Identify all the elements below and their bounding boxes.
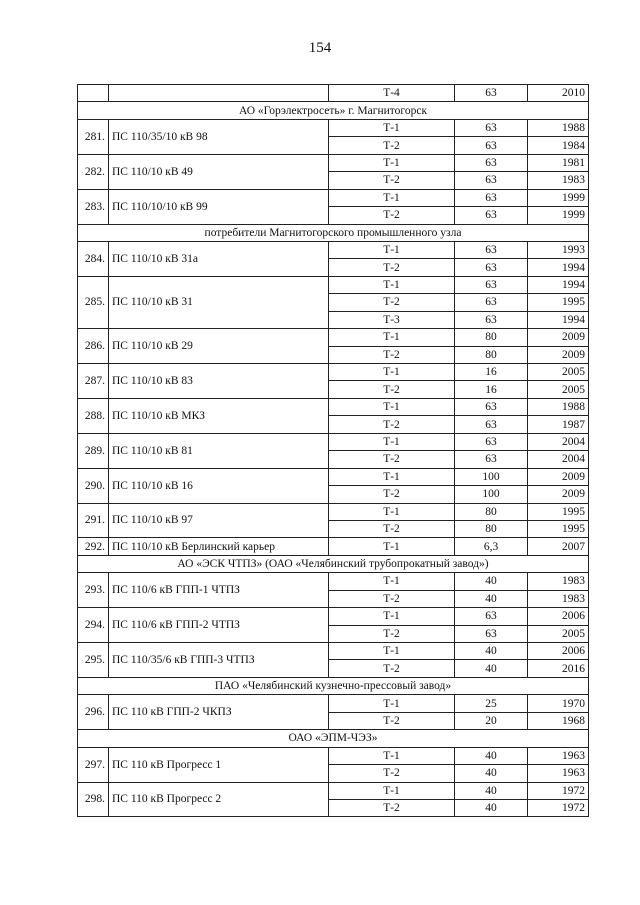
power-value: 40 (455, 747, 528, 764)
table-row (78, 573, 589, 590)
year-value: 2004 (528, 433, 589, 450)
year-value: 2005 (528, 381, 589, 398)
table-row (78, 433, 589, 450)
row-number: 282. (78, 154, 109, 189)
transformer-label: Т-3 (329, 311, 455, 328)
year-value: 1999 (528, 207, 589, 224)
power-value: 100 (455, 486, 528, 503)
year-value: 1994 (528, 259, 589, 276)
transformer-label: Т-2 (329, 172, 455, 189)
year-value: 1983 (528, 172, 589, 189)
substation-name: ПС 110/35/10 кВ 98 (109, 119, 329, 154)
year-value: 1983 (528, 573, 589, 590)
year-value: 1983 (528, 590, 589, 607)
year-value: 1987 (528, 416, 589, 433)
substation-name: ПС 110 кВ Прогресс 2 (109, 782, 329, 817)
power-value: 63 (455, 433, 528, 450)
row-number: 288. (78, 398, 109, 433)
section-header-row (78, 102, 589, 119)
transformer-label: Т-1 (329, 782, 455, 799)
transformer-label: Т-2 (329, 765, 455, 782)
power-value: 63 (455, 241, 528, 258)
year-value: 1963 (528, 747, 589, 764)
year-value: 1970 (528, 695, 589, 712)
year-value: 1984 (528, 137, 589, 154)
substation-name: ПС 110 кВ Прогресс 1 (109, 747, 329, 782)
transformer-label: Т-1 (329, 747, 455, 764)
row-number: 290. (78, 468, 109, 503)
transformer-label: Т-1 (329, 643, 455, 660)
year-value: 2009 (528, 329, 589, 346)
transformer-label: Т-1 (329, 119, 455, 136)
section-header-row (78, 555, 589, 572)
year-value: 1995 (528, 503, 589, 520)
transformer-label: Т-2 (329, 137, 455, 154)
row-number: 289. (78, 433, 109, 468)
power-value: 6,3 (455, 538, 528, 555)
power-value: 63 (455, 154, 528, 171)
page-number: 154 (308, 40, 332, 56)
power-value: 63 (455, 137, 528, 154)
transformer-label: Т-1 (329, 695, 455, 712)
year-value: 1994 (528, 276, 589, 293)
section-header: ПАО «Челябинский кузнечно-прессовый завод» (78, 677, 589, 694)
power-value: 40 (455, 590, 528, 607)
year-value: 1995 (528, 520, 589, 537)
substation-name: ПС 110/10 кВ 49 (109, 154, 329, 189)
section-header: ОАО «ЭПМ-ЧЭЗ» (78, 730, 589, 747)
table-row (78, 643, 589, 660)
row-number: 298. (78, 782, 109, 817)
transformer-label: Т-2 (329, 259, 455, 276)
section-header: АО «Горэлектросеть» г. Магнитогорск (78, 102, 589, 119)
power-value: 80 (455, 329, 528, 346)
year-value: 1972 (528, 799, 589, 816)
row-number: 286. (78, 329, 109, 364)
section-header-row (78, 677, 589, 694)
power-value: 63 (455, 172, 528, 189)
row-number: 293. (78, 573, 109, 608)
table-row (78, 695, 589, 712)
transformer-label: Т-2 (329, 451, 455, 468)
power-value: 40 (455, 782, 528, 799)
table-row (78, 119, 589, 136)
power-value: 63 (455, 189, 528, 206)
substation-name: ПС 110/10 кВ 81 (109, 433, 329, 468)
row-number: 285. (78, 276, 109, 328)
section-header: АО «ЭСК ЧТПЗ» (ОАО «Челябинский трубопрокатный завод») (78, 555, 589, 572)
power-value: 40 (455, 573, 528, 590)
substation-name: ПС 110/10 кВ 97 (109, 503, 329, 538)
power-value: 40 (455, 643, 528, 660)
power-value: 63 (455, 311, 528, 328)
power-value: 25 (455, 695, 528, 712)
year-value: 2005 (528, 364, 589, 381)
transformer-label: Т-2 (329, 486, 455, 503)
year-value: 2007 (528, 538, 589, 555)
substation-name: ПС 110/10 кВ МКЗ (109, 398, 329, 433)
transformer-label: Т-2 (329, 294, 455, 311)
row-number: 297. (78, 747, 109, 782)
power-value: 80 (455, 520, 528, 537)
year-value: 2016 (528, 660, 589, 677)
transformer-label: Т-1 (329, 433, 455, 450)
year-value: 2010 (528, 85, 589, 102)
power-value: 63 (455, 119, 528, 136)
power-value: 20 (455, 712, 528, 729)
table-row (78, 364, 589, 381)
substation-name: ПС 110/10 кВ 29 (109, 329, 329, 364)
power-value: 40 (455, 765, 528, 782)
transformer-label: Т-2 (329, 381, 455, 398)
transformer-label: Т-2 (329, 416, 455, 433)
power-value: 40 (455, 799, 528, 816)
transformer-label: Т-1 (329, 573, 455, 590)
table-row (78, 782, 589, 799)
section-header-row (78, 730, 589, 747)
table-row (78, 398, 589, 415)
transformer-label: Т-2 (329, 625, 455, 642)
substation-name: ПС 110/6 кВ ГПП-2 ЧТПЗ (109, 608, 329, 643)
table-row (78, 747, 589, 764)
transformer-label: Т-1 (329, 329, 455, 346)
year-value: 1963 (528, 765, 589, 782)
power-value: 16 (455, 364, 528, 381)
substation-name: ПС 110/10/10 кВ 99 (109, 189, 329, 224)
power-value: 63 (455, 625, 528, 642)
power-value: 63 (455, 85, 528, 102)
row-number: 281. (78, 119, 109, 154)
substation-name: ПС 110 кВ ГПП-2 ЧКПЗ (109, 695, 329, 730)
year-value: 2006 (528, 608, 589, 625)
substation-name: ПС 110/10 кВ 83 (109, 364, 329, 399)
table-body (78, 85, 589, 817)
transformer-label: Т-2 (329, 207, 455, 224)
power-value: 80 (455, 346, 528, 363)
power-value: 80 (455, 503, 528, 520)
transformer-label: Т-1 (329, 276, 455, 293)
power-value: 63 (455, 207, 528, 224)
row-number: 294. (78, 608, 109, 643)
section-header: потребители Магнитогорского промышленного узла (78, 224, 589, 241)
row-number: 295. (78, 643, 109, 678)
row-number: 287. (78, 364, 109, 399)
transformer-label: Т-2 (329, 712, 455, 729)
row-number: 283. (78, 189, 109, 224)
substation-name: ПС 110/35/6 кВ ГПП-3 ЧТПЗ (109, 643, 329, 678)
transformer-label: Т-4 (329, 85, 455, 102)
table-row (78, 241, 589, 258)
transformer-label: Т-2 (329, 799, 455, 816)
table-row (78, 276, 589, 293)
substation-name: ПС 110/10 кВ 16 (109, 468, 329, 503)
transformer-label: Т-1 (329, 241, 455, 258)
table-row (78, 503, 589, 520)
year-value: 2005 (528, 625, 589, 642)
transformer-label: Т-1 (329, 398, 455, 415)
year-value: 2006 (528, 643, 589, 660)
row-number: 284. (78, 241, 109, 276)
power-value: 63 (455, 416, 528, 433)
year-value: 1968 (528, 712, 589, 729)
power-value: 63 (455, 451, 528, 468)
transformer-label: Т-1 (329, 189, 455, 206)
transformer-label: Т-1 (329, 364, 455, 381)
year-value: 2009 (528, 468, 589, 485)
transformer-label: Т-2 (329, 346, 455, 363)
substation-name (109, 85, 329, 102)
table-row (78, 154, 589, 171)
year-value: 1988 (528, 119, 589, 136)
power-value: 16 (455, 381, 528, 398)
power-value: 63 (455, 276, 528, 293)
power-value: 63 (455, 608, 528, 625)
section-header-row (78, 224, 589, 241)
transformer-label: Т-1 (329, 503, 455, 520)
transformer-label: Т-1 (329, 538, 455, 555)
year-value: 1988 (528, 398, 589, 415)
substation-name: ПС 110/10 кВ Берлинский карьер (109, 538, 329, 555)
substation-name: ПС 110/6 кВ ГПП-1 ЧТПЗ (109, 573, 329, 608)
transformer-label: Т-1 (329, 468, 455, 485)
year-value: 1999 (528, 189, 589, 206)
year-value: 2009 (528, 346, 589, 363)
power-value: 63 (455, 398, 528, 415)
table-row (78, 538, 589, 555)
table-row (78, 329, 589, 346)
table-row (78, 85, 589, 102)
row-number (78, 85, 109, 102)
transformer-label: Т-1 (329, 608, 455, 625)
table-row (78, 608, 589, 625)
year-value: 1972 (528, 782, 589, 799)
transformer-label: Т-2 (329, 590, 455, 607)
transformer-label: Т-2 (329, 520, 455, 537)
power-value: 40 (455, 660, 528, 677)
table-row (78, 189, 589, 206)
transformer-label: Т-1 (329, 154, 455, 171)
year-value: 2009 (528, 486, 589, 503)
year-value: 1995 (528, 294, 589, 311)
power-value: 63 (455, 294, 528, 311)
row-number: 292. (78, 538, 109, 555)
table-row (78, 468, 589, 485)
year-value: 1993 (528, 241, 589, 258)
substation-table (77, 84, 589, 817)
year-value: 1994 (528, 311, 589, 328)
row-number: 296. (78, 695, 109, 730)
power-value: 100 (455, 468, 528, 485)
row-number: 291. (78, 503, 109, 538)
power-value: 63 (455, 259, 528, 276)
substation-name: ПС 110/10 кВ 31 (109, 276, 329, 328)
substation-name: ПС 110/10 кВ 31а (109, 241, 329, 276)
transformer-label: Т-2 (329, 660, 455, 677)
year-value: 2004 (528, 451, 589, 468)
year-value: 1981 (528, 154, 589, 171)
